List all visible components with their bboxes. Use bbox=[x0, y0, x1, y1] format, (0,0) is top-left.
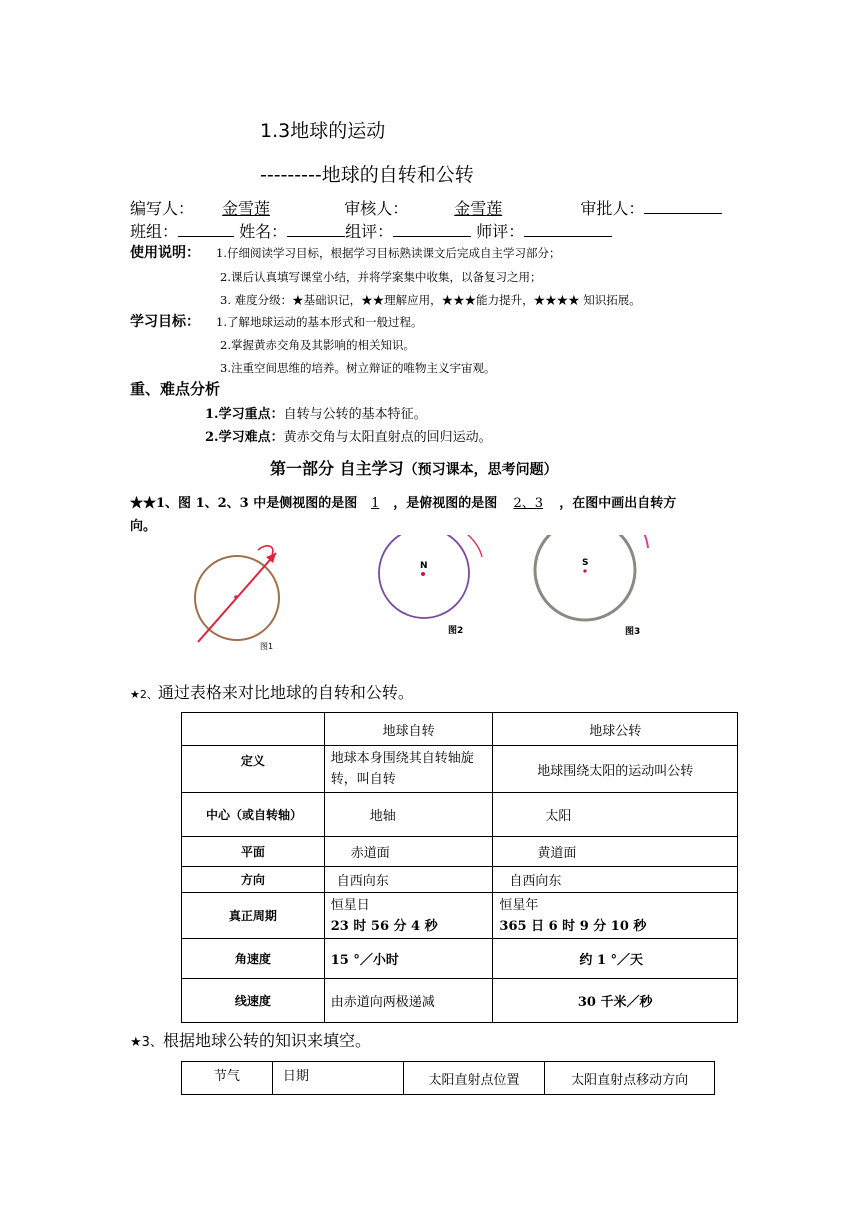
goal-item: 3.注重空间思维的培养。树立辩证的唯物主义宇宙观。 bbox=[220, 361, 496, 375]
name-label: 姓名： bbox=[239, 222, 288, 241]
difficulty-text: 黄赤交角与太阳直射点的回归运动。 bbox=[283, 430, 492, 445]
pole-dot bbox=[583, 569, 586, 572]
rotation-cell: 自西向东 bbox=[324, 867, 493, 893]
group-eval-label: 组评： bbox=[345, 222, 394, 241]
rotation-period-value: 23 时 56 分 4 秒 bbox=[330, 918, 438, 934]
difficulty-label: 2.学习难点： bbox=[205, 430, 284, 445]
q2-star: ★2、 bbox=[130, 688, 158, 701]
row-label: 中心（或自转轴） bbox=[182, 793, 325, 837]
approver-blank[interactable] bbox=[644, 199, 722, 214]
table-row bbox=[182, 793, 738, 837]
row-label: 平面 bbox=[182, 837, 325, 867]
focus-text: 自转与公转的基本特征。 bbox=[283, 407, 427, 422]
part1-heading bbox=[270, 456, 558, 479]
approver-label: 审批人： bbox=[580, 199, 645, 218]
figure-1-label: 图1 bbox=[260, 642, 274, 651]
row-label: 线速度 bbox=[182, 979, 325, 1023]
usage-heading: 使用说明： bbox=[130, 245, 200, 261]
south-pole-label: S bbox=[582, 558, 589, 568]
goal-item: 2.掌握黄赤交角及其影响的相关知识。 bbox=[220, 338, 415, 352]
revolution-cell: 约 1 °／天 bbox=[493, 939, 738, 979]
class-label: 班组： bbox=[130, 222, 179, 241]
difficulty-line bbox=[205, 426, 492, 445]
rotation-period-name: 恒星日 bbox=[330, 897, 370, 913]
rotation-cell: 15 °／小时 bbox=[324, 939, 493, 979]
table-header-cell: 太阳直射点位置 bbox=[403, 1062, 545, 1095]
figure-3 bbox=[535, 535, 648, 637]
table-row bbox=[182, 867, 738, 893]
q1-text-c: ，在图中画出自转方 bbox=[559, 496, 677, 511]
q1-text-a: ★★1、图 1、2、3 中是侧视图的是图 bbox=[130, 496, 358, 511]
reviewer-label: 审核人： bbox=[344, 199, 409, 218]
table-row bbox=[182, 746, 738, 793]
teacher-eval-label: 师评： bbox=[476, 222, 525, 241]
page-subtitle: ---------地球的自转和公转 bbox=[260, 164, 474, 186]
class-blank[interactable] bbox=[178, 222, 234, 237]
q1-text-d: 向。 bbox=[130, 519, 157, 534]
row-label: 角速度 bbox=[182, 939, 325, 979]
revolution-period-value: 365 日 6 时 9 分 10 秒 bbox=[499, 918, 647, 934]
rotation-direction-arc bbox=[635, 535, 648, 548]
figure-3-label: 图3 bbox=[625, 627, 641, 637]
figure-1 bbox=[195, 546, 279, 651]
table-row bbox=[182, 893, 738, 939]
earth-top-view-circle bbox=[535, 535, 635, 620]
question-3 bbox=[130, 1028, 371, 1051]
table-header-cell bbox=[182, 713, 325, 746]
table-row bbox=[182, 939, 738, 979]
figure-2-label: 图2 bbox=[448, 626, 464, 636]
rotation-cell bbox=[324, 893, 493, 939]
pole-dot bbox=[421, 572, 425, 576]
revolution-cell bbox=[493, 893, 738, 939]
revolution-cell: 自西向东 bbox=[493, 867, 738, 893]
info-line-2 bbox=[130, 219, 612, 242]
table-header-row bbox=[182, 713, 738, 746]
figure-2 bbox=[379, 535, 482, 636]
reviewer-value: 金雪莲 bbox=[454, 199, 503, 218]
question-2 bbox=[130, 680, 414, 703]
goal-item: 1.了解地球运动的基本形式和一般过程。 bbox=[216, 315, 423, 329]
table-header-cell: 太阳直射点移动方向 bbox=[545, 1062, 715, 1095]
focus-line bbox=[205, 403, 427, 422]
rotation-arrow-icon bbox=[258, 546, 273, 555]
rotation-cell: 地球本身围绕其自转轴旋转，叫自转 bbox=[324, 746, 493, 793]
rotation-cell: 由赤道向两极递减 bbox=[324, 979, 493, 1023]
editor-label: 编写人： bbox=[130, 199, 195, 218]
usage-item: 1.仔细阅读学习目标，根据学习目标熟读课文后完成自主学习部分； bbox=[216, 246, 561, 260]
rotation-direction-arc bbox=[466, 535, 482, 557]
revolution-cell: 太阳 bbox=[493, 793, 738, 837]
q2-text: 通过表格来对比地球的自转和公转。 bbox=[157, 683, 414, 702]
table-header-row bbox=[182, 1062, 715, 1095]
focus-label: 1.学习重点： bbox=[205, 407, 284, 422]
revolution-period-name: 恒星年 bbox=[499, 897, 539, 913]
table-header-cell: 日期 bbox=[272, 1062, 403, 1095]
north-pole-label: N bbox=[420, 561, 428, 571]
goals-heading: 学习目标： bbox=[130, 314, 200, 330]
rotation-cell: 地轴 bbox=[324, 793, 493, 837]
earth-top-view-circle bbox=[379, 535, 469, 618]
solar-terms-table bbox=[181, 1061, 715, 1095]
usage-item: 3. 难度分级：★基础识记，★★理解应用，★★★能力提升，★★★★ 知识拓展。 bbox=[220, 293, 641, 307]
q1-text-b: ，是俯视图的是图 bbox=[393, 496, 498, 511]
teacher-eval-blank[interactable] bbox=[524, 222, 612, 237]
part1-note: （预习课本，思考问题） bbox=[403, 462, 558, 478]
comparison-table bbox=[181, 712, 738, 1023]
table-header-cell: 地球公转 bbox=[493, 713, 738, 746]
question-1 bbox=[130, 492, 676, 511]
part1-title: 第一部分 自主学习 bbox=[270, 459, 404, 478]
keypoints-heading: 重、难点分析 bbox=[130, 380, 221, 398]
row-label: 真正周期 bbox=[182, 893, 325, 939]
usage-item: 2.课后认真填写课堂小结，并将学案集中收集，以备复习之用； bbox=[220, 270, 542, 284]
earth-figures bbox=[180, 535, 660, 660]
earth-center-dot bbox=[234, 595, 238, 599]
info-line-1 bbox=[130, 196, 722, 219]
revolution-cell: 地球围绕太阳的运动叫公转 bbox=[493, 746, 738, 793]
table-row bbox=[182, 979, 738, 1023]
q3-text: 根据地球公转的知识来填空。 bbox=[162, 1031, 371, 1050]
q1-answer-side[interactable]: 1 bbox=[371, 496, 380, 511]
page-title: 1.3地球的运动 bbox=[260, 120, 386, 142]
table-row bbox=[182, 837, 738, 867]
table-header-cell: 节气 bbox=[182, 1062, 273, 1095]
group-eval-blank[interactable] bbox=[393, 222, 471, 237]
table-header-cell: 地球自转 bbox=[324, 713, 493, 746]
row-label: 方向 bbox=[182, 867, 325, 893]
editor-value: 金雪莲 bbox=[222, 199, 271, 218]
name-blank[interactable] bbox=[287, 222, 345, 237]
revolution-cell: 黄道面 bbox=[493, 837, 738, 867]
revolution-cell: 30 千米／秒 bbox=[493, 979, 738, 1023]
row-label: 定义 bbox=[182, 746, 325, 793]
rotation-cell: 赤道面 bbox=[324, 837, 493, 867]
q3-star: ★3、 bbox=[130, 1035, 163, 1050]
q1-answer-top[interactable]: 2、3 bbox=[513, 496, 544, 511]
